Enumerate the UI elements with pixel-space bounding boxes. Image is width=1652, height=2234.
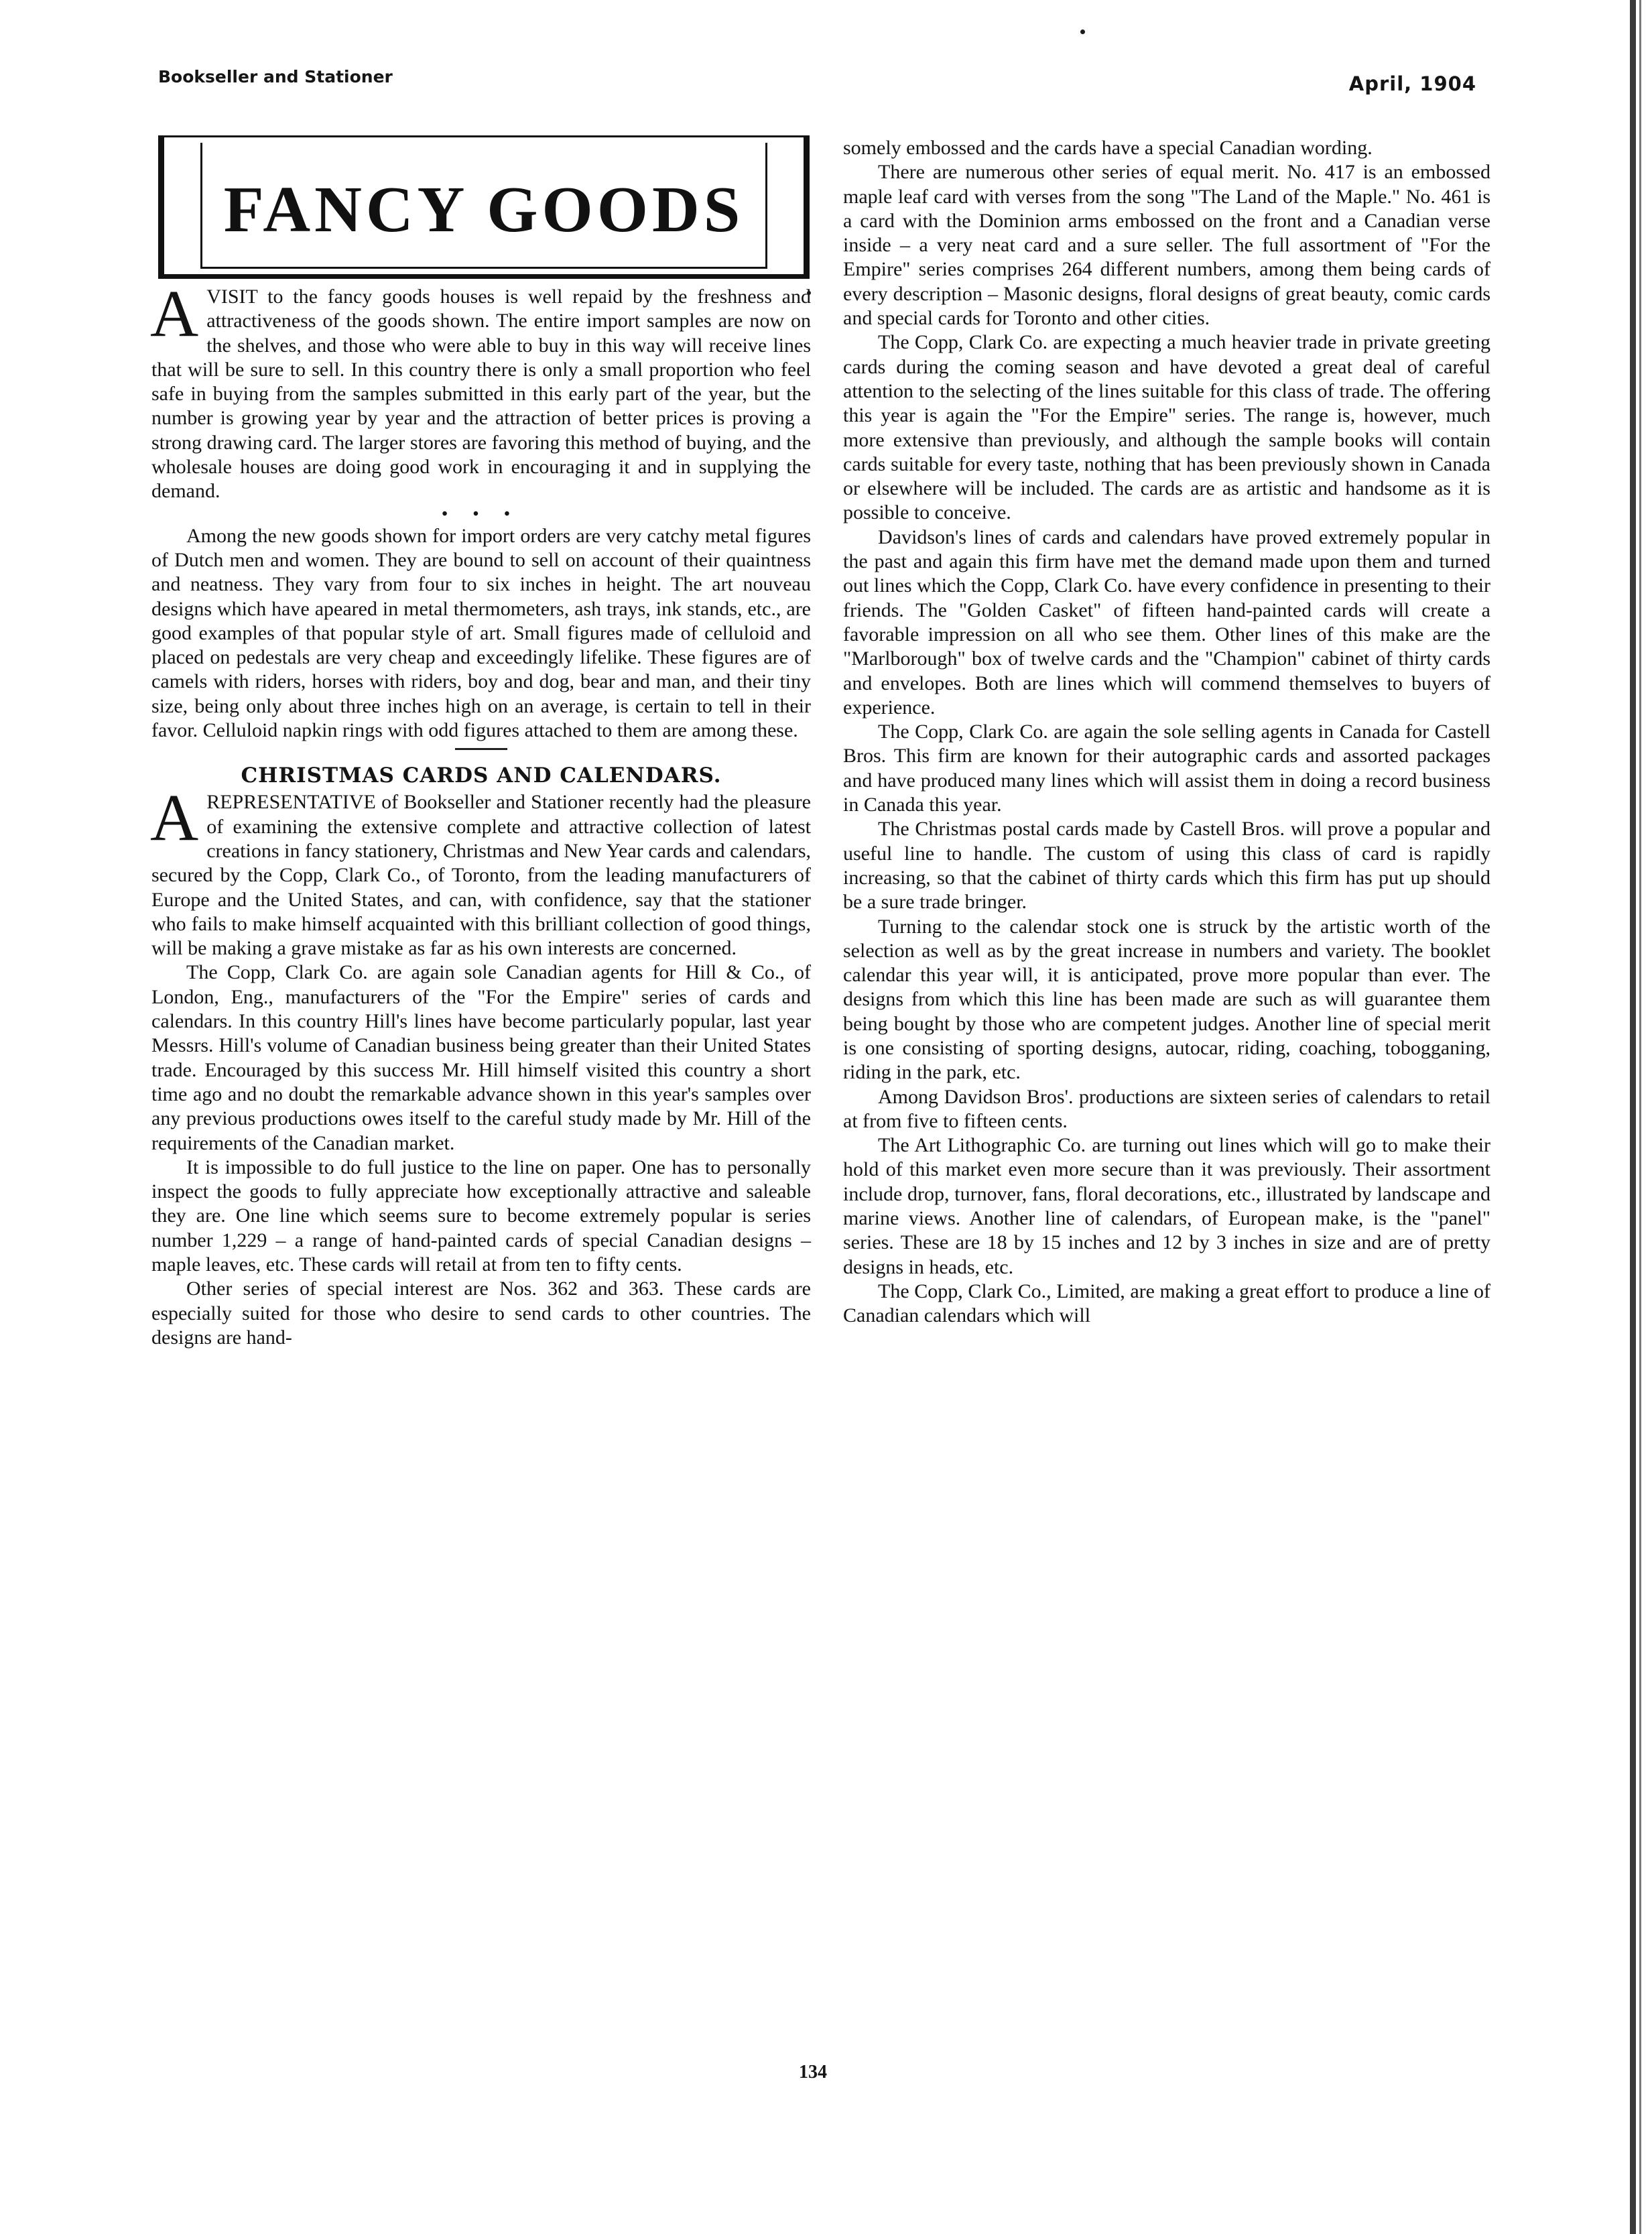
other-series-paragraph: Other series of special interest are Nos. 362 and 363. These cards are especially suited for those who desire to send cards to other countries. The designs are hand- [151,1278,811,1349]
davidson-paragraph: Davidson's lines of cards and calendars have proved extremely popular in the past and again this firm have met the demand made upon them and turned out lines which the Copp, Clark Co. have every confidence in presenting to their friends. The "Golden Casket" of fifteen hand-painted cards will create a favorable impression on all who see them. Other lines of this make are the "Marlborough" box of twelve cards and the "Champion" cabinet of thirty cards and envelopes. Both are lines which will commend themselves to buyers of experience. [843,525,1490,719]
davidson-calendars-paragraph: Among Davidson Bros'. productions are sixteen series of calendars to retail at from five to fifteen cents. [843,1085,1490,1132]
numerous-series-paragraph: There are numerous other series of equal merit. No. 417 is an embossed maple leaf card with verses from the song "The Land of the Maple." No. 461 is a card with the Dominion arms embossed on the front and a Canadian verse inside – a very neat card and a sure seller. The full assortment of "For the Empire" series comprises 264 different numbers, among them being cards of every description – Masonic designs, floral designs of great beauty, comic cards and special cards for Toronto and other cities. [843,161,1490,330]
postal-cards-paragraph: The Christmas postal cards made by Castell Bros. will prove a popular and useful line to handle. The custom of using this class of card is rapidly increasing, so that the cabinet of thirty cards which this firm has put up should be a sure trade bringer. [843,818,1490,914]
intro-paragraph [150,276,811,504]
art-lithographic-paragraph: The Art Lithographic Co. are turning out lines which will go to make their hold of this market even more secure than it was previously. Their assortment include drop, turnover, fans, floral decorations, etc., illustrated by landscape and marine views. Another line of calendars, of European make, is the "panel" series. These are 18 by 15 inches and 12 by 3 inches in size and are of pretty designs in heads, etc. [843,1134,1490,1278]
intro-text: VISIT to the fancy goods houses is well repaid by the freshness and attractiveness of the goods shown. The entire import samples are now on the shelves, and those who were able to buy in this way will receive lines that will be sure to sell. In this country there is only a small proportion who feel safe in buying from the samples submitted in this early part of the year, but the number is growing year by year and the attraction of better prices is proving a strong drawing card. The larger stores are favoring this method of buying, and the wholesale houses are doing good work in encouraging it and in supplying the demand. [151,286,811,503]
title-inner-frame [200,143,767,269]
christmas-intro-paragraph [150,780,811,960]
drop-cap: A [150,780,199,855]
title-frame [158,135,810,279]
christmas-intro-text: REPRESENTATIVE of Bookseller and Stationer recently had the pleasure of examining the extensive complete and attractive collection of latest creations in fancy stationery, Christmas and New Year cards and calendars, secured by the Copp, Clark Co., of Toronto, from the leading manufacturers of Europe and the United States, and can, with confidence, say that the stationer who fails to make himself acquainted with this brilliant collection of good things, will be making a grave mistake as far as his own interests are concerned. [151,791,811,960]
canadian-calendars-paragraph: The Copp, Clark Co., Limited, are making a great effort to produce a line of Canadian calendars which will [843,1280,1490,1327]
section-divider [455,748,507,750]
running-head-date: April, 1904 [1348,72,1476,95]
novelties-paragraph: Among the new goods shown for import orders are very catchy metal figures of Dutch men and women. They are bound to sell on account of their quaintness and neatness. They vary from four to six inches in height. The art nouveau designs which have apeared in metal thermometers, ash trays, ink stands, etc., are good examples of that popular style of art. Small figures made of celluloid and placed on pedestals are very cheap and exceedingly lifelike. These figures are of camels with riders, horses with riders, boy and dog, bear and man, and their tiny size, being only about three inches high on an average, is certain to tell in their favor. Celluloid napkin rings with odd figures attached to them are among these. [151,524,811,742]
section-asterism: • • • [442,505,521,523]
drop-cap: A [150,276,199,351]
calendar-stock-paragraph: Turning to the calendar stock one is struck by the artistic worth of the selection as well as by the great increase in numbers and variety. The booklet calendar this year will, it is anticipated, prove more popular than ever. The designs from which this line has been made are such as will guarantee them being bought by those who are competent judges. Another line of special merit is one consisting of sporting designs, autocar, riding, coaching, tobogganing, riding in the park, etc. [843,915,1490,1084]
greeting-cards-paragraph: The Copp, Clark Co. are expecting a much heavier trade in private greeting cards during the coming season and have devoted a great deal of careful attention to the selecting of the lines suitable for this class of trade. The offering this year is again the "For the Empire" series. The range is, however, much more extensive than previously, and although the sample books will contain cards suitable for every taste, nothing that has been previously shown in Canada or elsewhere will be included. The cards are as artistic and handsome as it is possible to conceive. [843,331,1490,524]
left-column [150,276,811,1350]
hill-paragraph: The Copp, Clark Co. are again sole Canadian agents for Hill & Co., of London, Eng., manufacturers of the "For the Empire" series of cards and calendars. In this country Hill's lines have become particularly popular, last year Messrs. Hill's volume of Canadian business being greater than their United States trade. Encouraged by this success Mr. Hill himself visited this country a short time ago and no doubt the remarkable advance shown in this year's samples over any previous productions owes itself to the careful study made by Mr. Hill of the requirements of the Canadian market. [151,961,811,1154]
page-number: 134 [799,2062,827,2083]
page-title: FANCY GOODS [223,173,745,246]
page-edge-shadow [1630,0,1636,2234]
continued-paragraph: somely embossed and the cards have a special Canadian wording. [843,137,1373,159]
print-speck [1080,29,1085,34]
justice-paragraph: It is impossible to do full justice to the line on paper. One has to personally inspect the goods to fully appreciate how exceptionally attractive and saleable they are. One line which seems sure to become extremely popular is series number 1,229 – a range of hand-painted cards of special Canadian designs – maple leaves, etc. These cards will retail at from ten to fifty cents. [151,1156,811,1276]
right-column [843,136,1490,1328]
page-edge-shadow [1639,0,1641,2234]
section-heading: CHRISTMAS CARDS AND CALENDARS. [241,763,722,788]
castell-paragraph: The Copp, Clark Co. are again the sole selling agents in Canada for Castell Bros. This firm are known for their autographic cards and assorted packages and have produced many lines which will assist them in doing a record business in Canada this year. [843,721,1490,816]
running-head-publication: Bookseller and Stationer [158,67,393,86]
